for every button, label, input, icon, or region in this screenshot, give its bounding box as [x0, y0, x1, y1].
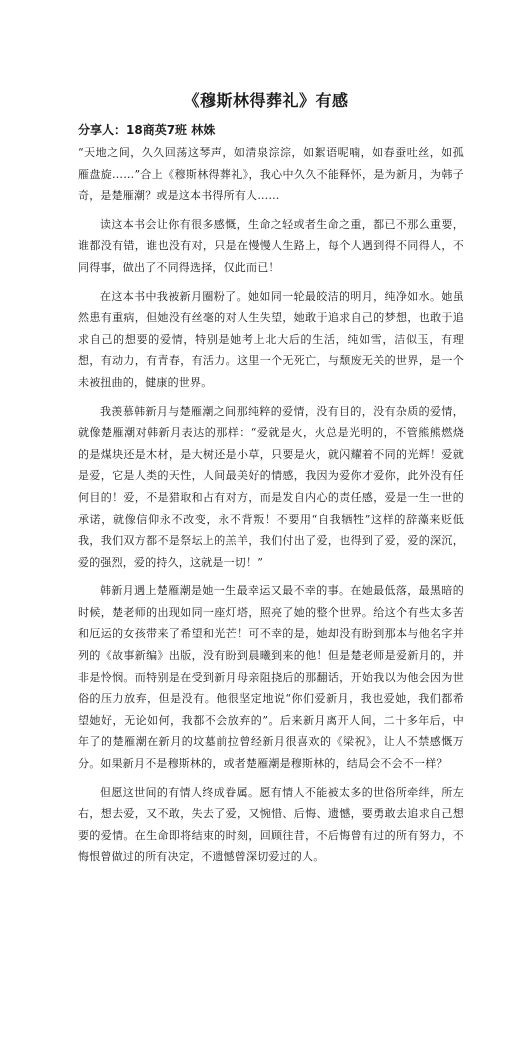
paragraph-5: 韩新月遇上楚雁潮是她一生最幸运又最不幸的事。在她最低落，最黑暗的时候，楚老师的出现如同一座灯塔，照亮了她的整个世界。给这个有些太多苦和厄运的女孩带来了希望和光芒！可不幸的是，她却没有盼到那本与他名字并列的《故事新编》出版，没有盼到晨曦到来的他！但是楚老师是爱新月的，并非是怜悯。而特别是在受到新月母亲阻挠后的那翻话，开始我以为他会因为世俗的压力放弃，但是没有。他很坚定地说“你们爱新月，我也爱她，我们都希望她好，无论如何，我都不会放弃的”。后来新月离开人间，二十多年后，中年了的楚雁潮在新月的坟墓前拉曾经新月很喜欢的《梁祝》，让人不禁感慨万分。如果新月不是穆斯林的，或者楚雁潮是穆斯林的，结局会不会不一样？	[78, 584, 464, 771]
paragraph-3: 在这本书中我被新月圈粉了。她如同一轮最皎洁的明月，纯净如水。她虽然患有重病，但她没有丝毫的对人生失望，她敢于追求自己的梦想，也敢于追求自己的想要的爱情，特别是她考上北大后的生活，纯如雪，洁似玉，有理想，有动力，有青春，有活力。这里一个无死亡，与颓废无关的世界，是一个未被扭曲的，健康的世界。	[78, 289, 464, 389]
document-body	[78, 142, 464, 875]
paragraph-2: 读这本书会让你有很多感慨，生命之轻或者生命之重，都已不那么重要，谁都没有错，谁也没有对，只是在慢慢人生路上，每个人遇到得不同得人，不同得事，做出了不同得选择，仅此而已！	[78, 217, 464, 274]
document-title: 《穆斯林得葬礼》有感	[183, 91, 349, 110]
paragraph-4: 我羡慕韩新月与楚雁潮之间那纯粹的爱情，没有目的，没有杂质的爱情，就像楚雁潮对韩新月表达的那样：“爱就是火，火总是光明的，不管熊熊燃烧的是煤块还是木材，是大树还是小草，只要是火，就闪耀着不同的光辉！爱就是爱，它是人类的天性，人间最美好的情感，我因为爱你才爱你，此外没有任何目的！爱，不是猎取和占有对方，而是发自内心的责任感，爱是一生一世的承诺，就像信仰永不改变，永不背叛！不要用“自我牺牲”这样的辞藻来贬低我，我们双方都不是祭坛上的羔羊，我们付出了爱，也得到了爱，爱的深沉，爱的强烈，爱的持久，这就是一切！”	[78, 404, 464, 569]
sharer-line: 分享人：18商英7班 林姝	[78, 123, 216, 137]
paragraph-1: “天地之间，久久回荡这琴声，如清泉淙淙，如絮语呢喃，如春蚕吐丝，如孤雁盘旋……”合上《穆斯林得葬礼》，我心中久久不能释怀，是为新月，为韩子奇，是楚雁潮？或是这本书得所有人……	[78, 146, 464, 203]
paragraph-6: 但愿这世间的有情人终成眷属。愿有情人不能被太多的世俗所牵绊，所左右，想去爱，又不敢，失去了爱，又惋惜、后悔、遗憾，要勇敢去追求自己想要的爱情。在生命即将结束的时刻，回顾往昔，不后悔曾有过的所有努力，不悔恨曾做过的所有决定，不遗憾曾深切爱过的人。	[78, 785, 464, 864]
